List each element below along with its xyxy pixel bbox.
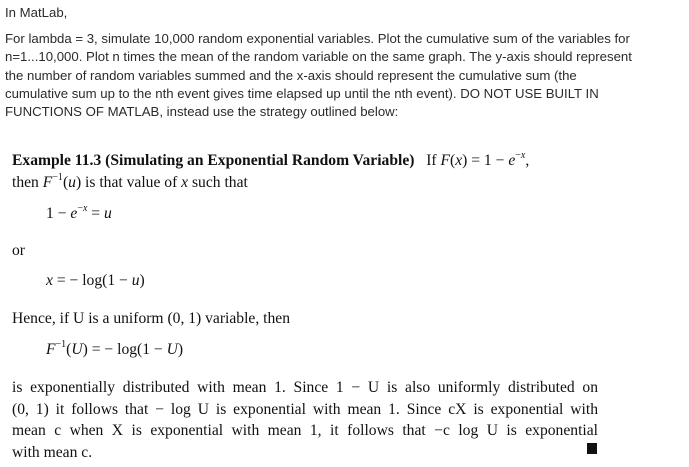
example-then-word: then bbox=[12, 174, 39, 191]
word-or: or bbox=[12, 242, 25, 259]
question-line: cumulative sum up to the nth event gives time elapsed up until the nth event). DO NOT USE BUILT IN bbox=[5, 85, 599, 101]
conclusion-paragraph bbox=[12, 377, 598, 463]
example-condition: If $F(x) = 1 - e^{-x}$, bbox=[418, 149, 530, 169]
question-line: FUNCTIONS OF MATLAB, instead use the strategy outlined below: bbox=[5, 104, 399, 120]
equation-3: $F^{-1}(U)$ = − log(1 − U) bbox=[46, 338, 184, 358]
example-inverse-def: $F^{-1}(u)$ is that value of x such that bbox=[42, 171, 248, 191]
example-heading: Example 11.3 (Simulating an Exponential Random Variable) bbox=[12, 152, 415, 169]
conclusion-line: (0, 1) it follows that − log U is exponential with mean 1. Since cX is exponential with bbox=[12, 400, 598, 418]
question-line: For lambda = 3, simulate 10,000 random exponential variables. Plot the cumulative sum of the variables for bbox=[5, 31, 630, 46]
question-title: In MatLab, bbox=[5, 5, 68, 20]
conclusion-line: is exponentially distributed with mean 1. Since 1 − U is also uniformly distributed on bbox=[12, 379, 598, 396]
conclusion-line: with mean c. bbox=[12, 443, 93, 461]
equation-1: $1 - e^{-x} = u$ bbox=[46, 202, 112, 222]
question-body bbox=[5, 30, 685, 121]
question-line: n=1...10,000. Plot n times the mean of the random variable on the same graph. The y-axis should represent bbox=[5, 49, 632, 65]
equation-2: x = − log(1 − u) bbox=[46, 272, 145, 289]
question-line: the number of random variables summed and the x-axis should represent the cumulative sum (the bbox=[5, 67, 577, 83]
conclusion-line: mean c when X is exponential with mean 1, it follows that −c log U is exponential bbox=[12, 422, 598, 439]
hence-line: Hence, if U is a uniform (0, 1) variable, then bbox=[12, 310, 290, 327]
example-first-line bbox=[12, 149, 530, 170]
example-second-line bbox=[12, 171, 248, 192]
qed-square-icon bbox=[587, 443, 597, 454]
